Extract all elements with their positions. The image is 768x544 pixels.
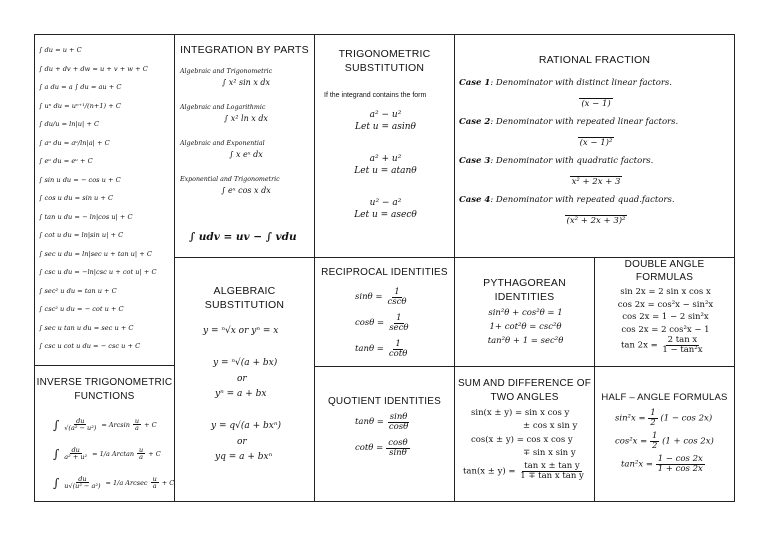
pythagorean-rows — [455, 306, 595, 348]
rational-case — [459, 116, 733, 128]
algebraic-l5: yq = a + bxⁿ — [215, 452, 273, 462]
inverse-trig-title-line2: FUNCTIONS — [74, 391, 135, 402]
inverse-trig-row — [53, 439, 173, 468]
inverse-trig-arg-den: a — [152, 482, 157, 490]
sum-diff-panel — [454, 366, 595, 502]
rational-case-denominator-expr: x² + 2x + 3 — [571, 177, 621, 187]
basic-integral-formula: ∫ eᵘ du = eᵘ + C — [39, 157, 93, 165]
reciprocal-row-frac — [386, 288, 409, 306]
pythagorean-panel — [454, 257, 595, 367]
ibp-item-label: Exponential and Trigonometric — [180, 176, 280, 183]
reciprocal-row-lhs: tanθ = — [355, 344, 384, 354]
inverse-trig-arg — [151, 476, 159, 490]
reciprocal-row-num: 1 — [395, 339, 401, 349]
algebraic-l1: y = ⁿ√x or yⁿ = x — [203, 326, 279, 336]
basic-integral-formula: ∫ cot u du = ln|sin u| + C — [39, 231, 124, 239]
reciprocal-rows — [355, 284, 455, 362]
quotient-row-lhs: cotθ = — [355, 443, 384, 453]
trig-sub-forms — [315, 109, 455, 241]
algebraic-sub-panel — [174, 257, 315, 502]
basic-integral-formula: ∫ du/u = ln|u| + C — [39, 120, 99, 128]
double-angle-tan-den: 1 − tan²x — [662, 344, 703, 355]
pythagorean-row: tan²θ + 1 = sec²θ — [487, 336, 564, 346]
half-angle-r3-lhs: tan²x = — [621, 459, 653, 470]
inverse-trig-arg-num: u — [134, 416, 140, 425]
half-angle-r2-rhs: (1 + cos 2x) — [662, 436, 714, 447]
pythagorean-title-line1: PYTHAGOREAN — [483, 277, 566, 289]
inverse-trig-rows — [53, 410, 173, 497]
sum-diff-tan-den: 1 ∓ tan x tan y — [520, 470, 584, 481]
reciprocal-row-lhs: sinθ = — [355, 292, 383, 302]
rational-case-label: Case 2 — [459, 117, 491, 127]
trig-sub-form: a² − u² — [369, 110, 402, 120]
double-angle-tan-lhs: tan 2x = — [621, 340, 658, 351]
rational-title: RATIONAL FRACTION — [538, 54, 651, 66]
rational-case-text: : Denominator with repeated quad.factors. — [490, 195, 675, 205]
ibp-item-label: Algebraic and Trigonometric — [180, 68, 273, 75]
trig-sub-let: Let u = asecθ — [354, 210, 417, 220]
inverse-trig-tail: + C — [161, 478, 175, 487]
sum-diff-tan-lhs: tan(x ± y) = — [463, 466, 516, 477]
reciprocal-row-frac — [387, 314, 410, 332]
quotient-row-num: cosθ — [388, 438, 408, 448]
pythagorean-row: sin²θ + cos²θ = 1 — [488, 308, 563, 318]
inverse-trig-arg-den: a — [139, 453, 144, 461]
sum-diff-r3: cos(x ± y) = cos x cos y — [471, 435, 573, 445]
ibp-title: INTEGRATION BY PARTS — [180, 44, 309, 56]
trig-sub-title-line2: SUBSTITUTION — [344, 62, 425, 74]
pythagorean-title — [455, 276, 594, 304]
sum-diff-r1: sin(x ± y) = sin x cos y — [471, 408, 570, 418]
algebraic-l2: y = ⁿ√(a + bx) — [213, 358, 278, 368]
reciprocal-row-num: 1 — [396, 313, 402, 323]
half-angle-r2-half — [650, 432, 659, 450]
sum-diff-r2: ± cos x sin y — [523, 421, 578, 431]
trig-sub-let: Let u = asinθ — [355, 122, 416, 132]
half-angle-r2-half-d: 2 — [651, 440, 658, 451]
inverse-trig-num: du — [76, 416, 85, 425]
algebraic-l3: yⁿ = a + bx — [215, 389, 267, 399]
double-angle-rows — [595, 286, 735, 336]
double-angle-tan-frac — [660, 336, 704, 354]
ibp-item-expr: ∫ x eˣ dx — [229, 150, 263, 159]
basic-integral-formula: ∫ sec u du = ln|sec u + tan u| + C — [39, 249, 152, 258]
inverse-trig-den: √(a² − u²) — [64, 424, 97, 432]
trig-sub-form: a² + u² — [369, 154, 402, 164]
quotient-title: QUOTIENT IDENTITIES — [327, 396, 442, 407]
half-angle-panel — [594, 366, 735, 502]
reciprocal-row — [355, 284, 455, 310]
basic-integral-formula: ∫ aᵘ du = aᵘ/ln|a| + C — [39, 138, 110, 147]
sum-diff-r4: ∓ sin x sin y — [523, 448, 576, 458]
algebraic-or1: or — [237, 374, 247, 384]
inverse-trig-arg-den: a — [135, 424, 139, 432]
sum-diff-tan — [463, 462, 586, 480]
inverse-trig-num: du — [71, 445, 80, 454]
basic-integral-formula: ∫ tan u du = − ln|cos u| + C — [39, 212, 133, 221]
half-angle-r2 — [615, 432, 714, 450]
inverse-trig-integrand — [62, 418, 98, 432]
basic-integral-formula: ∫ csc² u du = − cot u + C — [39, 305, 124, 313]
basic-integral-formula: ∫ sec u tan u du = sec u + C — [39, 323, 134, 332]
inverse-trig-integrand — [62, 447, 89, 461]
algebraic-sub-title-line2: SUBSTITUTION — [204, 299, 285, 311]
reciprocal-row-num: 1 — [394, 287, 400, 297]
basic-integral-formula: ∫ du = u + C — [39, 46, 82, 54]
reciprocal-row-den: cscθ — [387, 296, 407, 307]
integration-by-parts-panel — [174, 34, 315, 258]
reciprocal-row-frac — [387, 340, 409, 358]
sum-diff-title — [455, 377, 594, 405]
basic-integral-formula: ∫ csc u du = −ln|csc u + cot u| + C — [39, 268, 157, 276]
quotient-row-frac — [386, 439, 409, 457]
inverse-trig-panel — [34, 365, 175, 502]
inverse-trig-num: du — [78, 474, 87, 483]
quotient-row-den: sinθ — [389, 447, 407, 458]
rational-panel — [454, 34, 735, 258]
algebraic-or2: or — [237, 437, 247, 447]
half-angle-r1-half-n: 1 — [650, 408, 656, 418]
pythagorean-row: 1+ cot²θ = csc²θ — [489, 322, 562, 332]
rational-case-text: : Denominator with distinct linear factors. — [490, 78, 672, 88]
rational-cases — [459, 77, 733, 233]
rational-case-label: Case 3 — [459, 156, 491, 166]
trig-sub-title — [315, 47, 454, 75]
rational-case-text: : Denominator with quadratic factors. — [490, 156, 654, 166]
ibp-formula: ∫ udv = uv − ∫ vdu — [189, 231, 297, 243]
inverse-trig-rhs: = 1/a Arcsec — [105, 478, 148, 487]
inverse-trig-arg — [137, 447, 145, 461]
double-angle-tan — [621, 336, 704, 354]
double-angle-title-line1: DOUBLE ANGLE — [624, 259, 705, 270]
quotient-panel — [314, 366, 455, 502]
double-angle-row: cos 2x = cos²x − sin²x — [617, 299, 714, 310]
reciprocal-row-lhs: cosθ = — [355, 318, 385, 328]
half-angle-r1-half — [648, 409, 657, 427]
quotient-row — [355, 409, 455, 435]
rational-case-denominator — [459, 215, 733, 227]
reciprocal-row-den: secθ — [389, 322, 409, 333]
quotient-row-frac — [387, 413, 410, 431]
half-angle-r2-half-n: 1 — [651, 431, 658, 441]
quotient-row-lhs: tanθ = — [355, 417, 384, 427]
half-angle-r2-lhs: cos²x = — [615, 436, 648, 447]
basic-integral-formula: ∫ sin u du = − cos u + C — [39, 175, 121, 184]
rational-case-label: Case 4 — [459, 195, 491, 205]
double-angle-row: cos 2x = 1 − 2 sin²x — [622, 312, 709, 322]
reciprocal-row-den: cotθ — [388, 348, 408, 359]
algebraic-sub-title-line1: ALGEBRAIC — [213, 285, 276, 297]
half-angle-r3-den: 1 + cos 2x — [657, 463, 703, 474]
trig-sub-intro: If the integrand contains the form — [324, 92, 427, 99]
inverse-trig-title-line1: INVERSE TRIGONOMETRIC — [36, 377, 173, 388]
half-angle-r1-rhs: (1 − cos 2x) — [660, 413, 713, 424]
rational-case-denominator-expr: (x − 1)² — [579, 138, 613, 148]
pythagorean-title-line2: IDENTITIES — [494, 291, 555, 303]
ibp-item-expr: ∫ x² sin x dx — [221, 78, 271, 87]
ibp-item-expr: ∫ eˣ cos x dx — [221, 186, 271, 195]
rational-case-denominator — [459, 98, 733, 110]
half-angle-r3-num: 1 − cos 2x — [657, 454, 703, 464]
half-angle-title: HALF – ANGLE FORMULAS — [601, 392, 728, 403]
inverse-trig-den: a² + u² — [64, 453, 88, 461]
quotient-row — [355, 435, 455, 461]
basic-integral-formula: ∫ cos u du = sin u + C — [39, 194, 114, 202]
quotient-rows — [355, 409, 455, 461]
double-angle-row: cos 2x = 2 cos²x − 1 — [621, 324, 710, 335]
basic-integral-formula: ∫ du + dv + dw = u + v + w + C — [39, 64, 148, 73]
basic-integral-formula: ∫ a du = a ∫ du = au + C — [39, 83, 122, 91]
rational-case-denominator-expr: (x² + 2x + 3)² — [566, 216, 626, 226]
double-angle-title-line2: FORMULAS — [635, 272, 694, 283]
double-angle-row: sin 2x = 2 sin x cos x — [620, 287, 711, 297]
ibp-item-expr: ∫ x² ln x dx — [224, 114, 268, 123]
basic-integral-formula: ∫ uⁿ du = uⁿ⁺¹/(n+1) + C — [39, 101, 121, 110]
inverse-trig-title — [35, 376, 174, 404]
rational-case-denominator-expr: (x − 1) — [581, 99, 611, 109]
basic-integral-formula: ∫ csc u cot u du = − csc u + C — [39, 342, 141, 350]
quotient-row-den: cosθ — [388, 421, 409, 432]
inverse-trig-arg — [133, 418, 141, 432]
rational-case — [459, 194, 733, 206]
rational-case — [459, 77, 733, 89]
rational-case-denominator — [459, 176, 733, 188]
half-angle-r3-frac — [656, 455, 705, 473]
trig-sub-form: u² − a² — [369, 198, 402, 208]
reciprocal-title: RECIPROCAL IDENTITIES — [321, 267, 448, 278]
rational-case-label: Case 1 — [459, 78, 491, 88]
half-angle-r1-half-d: 2 — [650, 417, 656, 428]
ibp-item-label: Algebraic and Logarithmic — [180, 104, 266, 111]
half-angle-r1 — [615, 409, 712, 427]
half-angle-r1-lhs: sin²x = — [615, 413, 646, 424]
half-angle-r3 — [621, 455, 705, 473]
inverse-trig-rhs: = 1/a Arctan — [92, 449, 135, 458]
inverse-trig-row — [53, 468, 173, 497]
reciprocal-panel — [314, 257, 455, 367]
sum-diff-tan-num: tan x ± tan y — [524, 461, 580, 471]
quotient-row-num: sinθ — [389, 412, 408, 422]
sum-diff-tan-frac — [518, 462, 586, 480]
inverse-trig-rhs: = Arcsin — [101, 420, 130, 429]
inverse-trig-den: u√(u² − a²) — [64, 482, 101, 490]
rational-case — [459, 155, 733, 167]
trig-sub-panel — [314, 34, 455, 258]
rational-case-text: : Denominator with repeated linear factors. — [490, 117, 679, 127]
basic-integrals-list — [39, 41, 175, 356]
integral-sign-icon: ∫ — [53, 417, 60, 432]
algebraic-l4: y = q√(a + bxⁿ) — [211, 421, 281, 431]
integral-sign-icon: ∫ — [53, 475, 60, 490]
inverse-trig-tail: + C — [148, 449, 161, 458]
inverse-trig-arg-num: u — [152, 474, 157, 483]
inverse-trig-arg-num: u — [139, 445, 144, 454]
ibp-items — [180, 67, 312, 211]
integral-sign-icon: ∫ — [53, 446, 60, 461]
double-angle-panel — [594, 257, 735, 367]
reciprocal-row — [355, 336, 455, 362]
double-angle-tan-num: 2 tan x — [667, 335, 698, 345]
trig-sub-let: Let u = atanθ — [354, 166, 417, 176]
sum-diff-title-line1: SUM AND DIFFERENCE OF — [457, 378, 592, 389]
reciprocal-row — [355, 310, 455, 336]
trig-sub-title-line1: TRIGONOMETRIC — [338, 48, 431, 60]
inverse-trig-integrand — [62, 476, 102, 490]
inverse-trig-tail: + C — [144, 420, 157, 429]
ibp-item-label: Algebraic and Exponential — [180, 140, 265, 147]
basic-integral-formula: ∫ sec² u du = tan u + C — [39, 286, 117, 295]
inverse-trig-row — [53, 410, 173, 439]
basic-integrals-panel — [34, 34, 175, 366]
rational-case-denominator — [459, 137, 733, 149]
sum-diff-title-line2: TWO ANGLES — [490, 392, 559, 403]
double-angle-title — [595, 258, 734, 284]
algebraic-sub-title — [175, 284, 314, 312]
